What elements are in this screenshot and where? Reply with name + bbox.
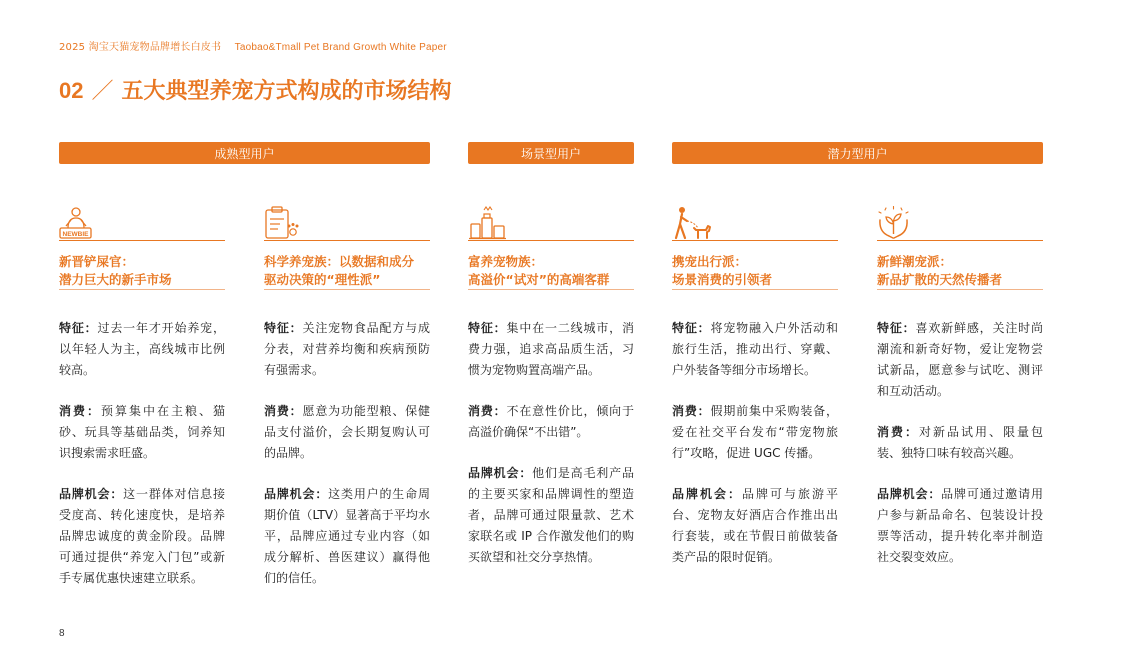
report-header-cn: 2025 淘宝天猫宠物品牌增长白皮书 [59, 42, 222, 53]
feature-label: 特征： [672, 321, 711, 335]
column-divider [877, 289, 1043, 290]
segment-description [468, 318, 634, 568]
feature-paragraph [672, 318, 838, 381]
brand-text: 他们是高毛利产品的主要买家和品牌调性的塑造者，品牌可通过限量款、艺术家联名或 IP 合作激发他们的购买欲望和社交分享热情。 [468, 466, 634, 564]
segment-title [468, 253, 634, 289]
newbie-person-icon [59, 206, 99, 240]
segment-title [59, 253, 225, 289]
feature-label: 特征： [877, 321, 916, 335]
segment-title-line1: 富养宠物族： [468, 254, 544, 269]
consume-label: 消费： [59, 404, 101, 418]
feature-text: 过去一年才开始养宠，以年轻人为主，高线城市比例较高。 [59, 321, 225, 377]
brand-label: 品牌机会： [877, 487, 942, 501]
brand-label: 品牌机会： [672, 487, 742, 501]
segment-description [877, 318, 1043, 568]
segment-title-line2: 新品扩散的天然传播者 [877, 272, 1003, 287]
consume-text: 预算集中在主粮、猫砂、玩具等基础品类，饲养知识搜索需求旺盛。 [59, 404, 225, 460]
column-divider [264, 240, 430, 241]
brand-text: 这一群体对信息接受度高、转化速度快，是培养品牌忠诚度的黄金阶段。品牌可通过提供“养宠入门包”或新手专属优惠快速建立联系。 [59, 487, 225, 585]
title-text: 五大典型养宠方式构成的市场结构 [121, 79, 452, 104]
segment-description [59, 318, 225, 589]
sprout-hands-icon [877, 206, 917, 240]
feature-text: 关注宠物食品配方与成分表，对营养均衡和疾病预防有强需求。 [264, 321, 430, 377]
consume-paragraph [59, 401, 225, 464]
segment-title [264, 253, 430, 289]
consume-paragraph [877, 422, 1043, 464]
column-divider [672, 289, 838, 290]
feature-label: 特征： [264, 321, 303, 335]
column-divider [59, 240, 225, 241]
group-label: 潜力型用户 [827, 146, 888, 161]
column-divider [877, 240, 1043, 241]
column-divider [672, 240, 838, 241]
column-divider [468, 289, 634, 290]
brand-paragraph [59, 484, 225, 589]
segment-title [877, 253, 1043, 289]
title-slash: ／ [91, 79, 114, 104]
group-bar-mature [59, 142, 430, 164]
feature-text: 喜欢新鲜感，关注时尚潮流和新奇好物，爱让宠物尝试新品，愿意参与试吃、测评和互动活动。 [877, 321, 1043, 398]
brand-label: 品牌机会： [264, 487, 329, 501]
premium-products-icon [468, 206, 508, 240]
consume-paragraph [672, 401, 838, 464]
consume-text: 愿意为功能型粮、保健品支付溢价，会长期复购认可的品牌。 [264, 404, 430, 460]
consume-label: 消费： [264, 404, 303, 418]
consume-text: 假期前集中采购装备，爱在社交平台发布“带宠物旅行”攻略，促进 UGC 传播。 [672, 404, 838, 460]
brand-label: 品牌机会： [59, 487, 124, 501]
report-header [59, 38, 447, 53]
feature-paragraph [59, 318, 225, 381]
segment-title [672, 253, 838, 289]
clipboard-paw-icon [264, 206, 304, 240]
brand-paragraph [877, 484, 1043, 568]
segment-description [672, 318, 838, 568]
brand-text: 这类用户的生命周期价值（LTV）显著高于平均水平，品牌应通过专业内容（如成分解析、兽医建议）赢得他们的信任。 [264, 487, 430, 585]
segment-column-newbie [59, 206, 225, 609]
page-title [59, 74, 452, 105]
consume-label: 消费： [877, 425, 919, 439]
column-divider [468, 240, 634, 241]
brand-label: 品牌机会： [468, 466, 533, 480]
segment-title-line1: 新鲜潮宠派： [877, 254, 953, 269]
column-divider [264, 289, 430, 290]
section-number: 02 [59, 78, 84, 103]
segment-title-line1: 新晋铲屎官： [59, 254, 135, 269]
segment-column-travel [672, 206, 838, 588]
brand-text: 品牌可与旅游平台、宠物友好酒店合作推出出行套装，或在节假日前做装备类产品的限时促销。 [672, 487, 838, 564]
walking-dog-icon [672, 206, 712, 240]
segment-column-scientific [264, 206, 430, 609]
brand-text: 品牌可通过邀请用户参与新品命名、包装设计投票等活动，提升转化率并制造社交裂变效应。 [877, 487, 1043, 564]
segment-description [264, 318, 430, 589]
group-label: 场景型用户 [520, 146, 581, 161]
segment-title-line2: 场景消费的引领者 [672, 272, 773, 287]
feature-paragraph [264, 318, 430, 381]
report-header-en: Taobao&Tmall Pet Brand Growth White Paper [234, 42, 447, 53]
brand-paragraph [468, 463, 634, 568]
newbie-icon-text: NEWBIE [62, 231, 89, 238]
feature-paragraph [877, 318, 1043, 402]
group-bar-potential [672, 142, 1043, 164]
feature-paragraph [468, 318, 634, 381]
segment-column-trendy [877, 206, 1043, 588]
feature-text: 将宠物融入户外活动和旅行生活，推动出行、穿戴、户外装备等细分市场增长。 [672, 321, 838, 377]
brand-paragraph [672, 484, 838, 568]
feature-label: 特征： [468, 321, 507, 335]
feature-text: 集中在一二线城市，消费力强，追求高品质生活，习惯为宠物购置高端产品。 [468, 321, 634, 377]
group-bar-scenario [468, 142, 634, 164]
segment-title-line2: 驱动决策的“理性派” [264, 272, 381, 287]
segment-title-line2: 高溢价“试对”的高端客群 [468, 272, 610, 287]
consume-text: 不在意性价比，倾向于高溢价确保“不出错”。 [468, 404, 634, 439]
segment-column-premium [468, 206, 634, 588]
segment-title-line2: 潜力巨大的新手市场 [59, 272, 172, 287]
segment-title-line1: 携宠出行派： [672, 254, 748, 269]
consume-paragraph [264, 401, 430, 464]
consume-text: 对新品试用、限量包装、独特口味有较高兴趣。 [877, 425, 1043, 460]
consume-label: 消费： [468, 404, 507, 418]
feature-label: 特征： [59, 321, 98, 335]
page-number: 8 [59, 628, 65, 639]
brand-paragraph [264, 484, 430, 589]
group-label: 成熟型用户 [214, 146, 275, 161]
segment-title-line1: 科学养宠族：以数据和成分 [264, 254, 415, 269]
consume-paragraph [468, 401, 634, 443]
consume-label: 消费： [672, 404, 711, 418]
column-divider [59, 289, 225, 290]
